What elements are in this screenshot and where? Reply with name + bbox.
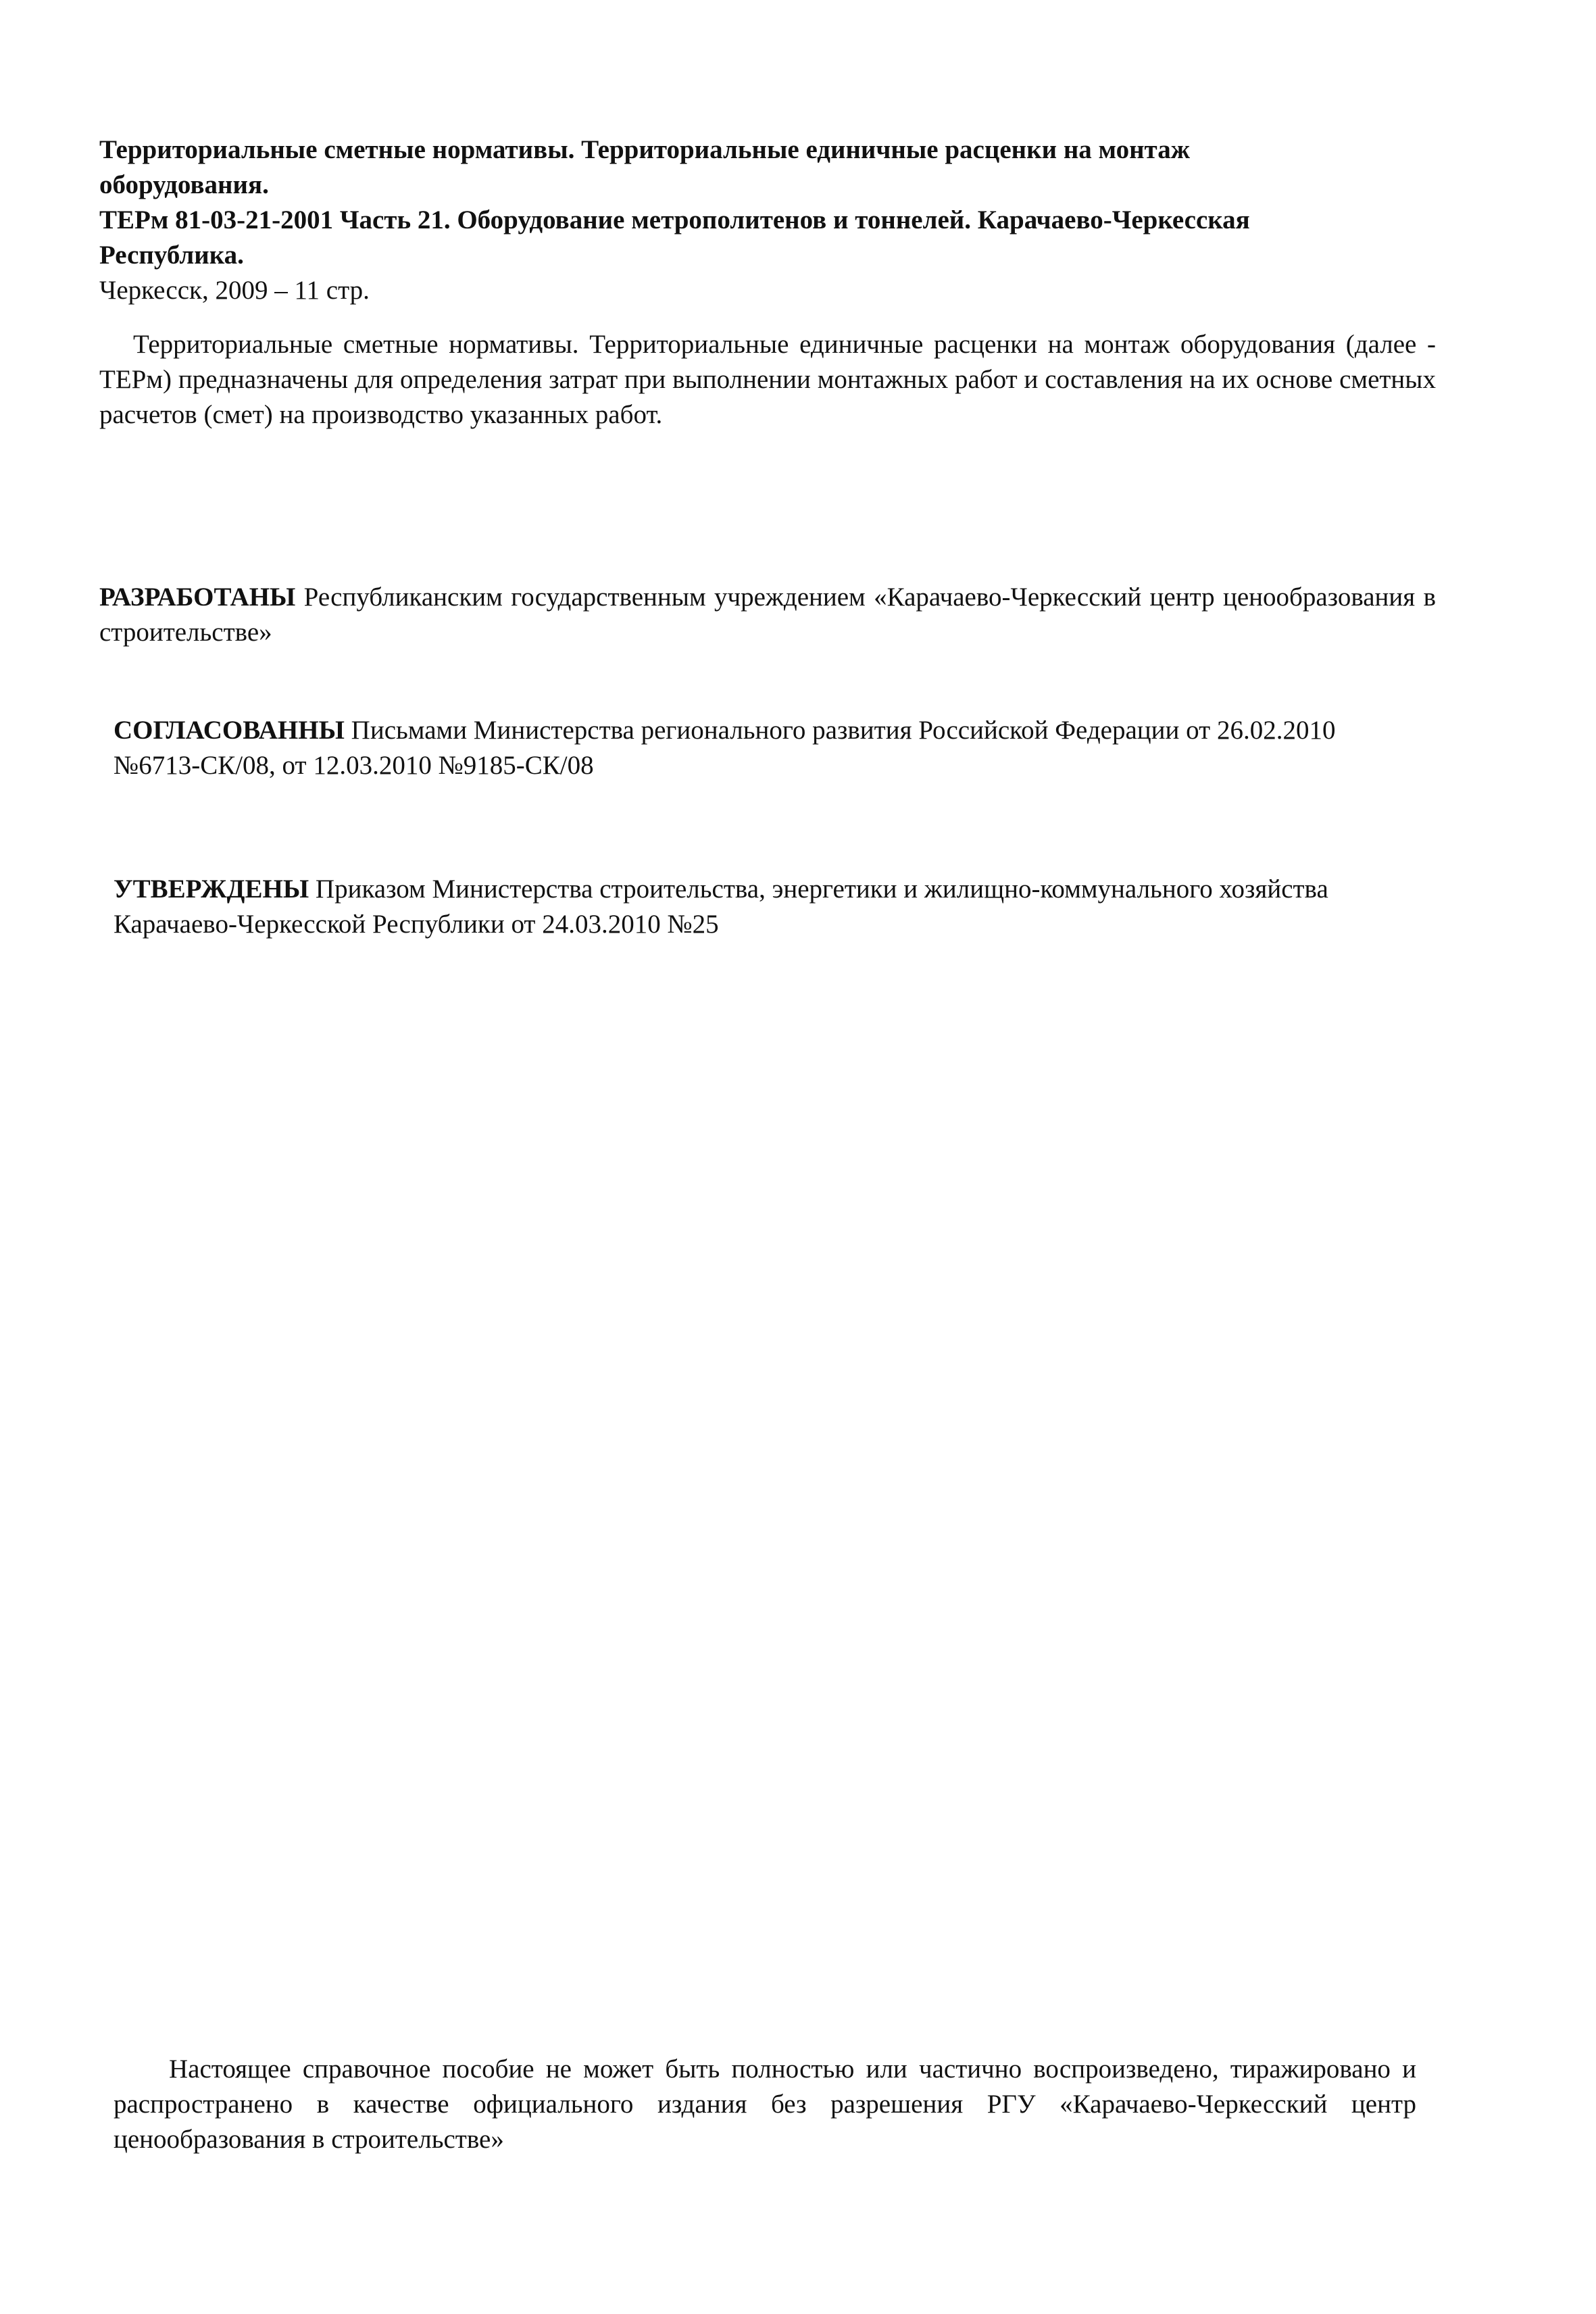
approved-label: УТВЕРЖДЕНЫ	[114, 875, 309, 904]
intro-paragraph: Территориальные сметные нормативы. Территориальные единичные расценки на монтаж оборудования (далее - ТЕРм) предназначены для определения затрат при выполнении монтажных работ и составления на их основе сметных расчетов (смет) на производство указанных работ.	[99, 330, 1436, 429]
approved-text: Приказом Министерства строительства, энергетики и жилищно-коммунального хозяйства Карачаево-Черкесской Республики от 24.03.2010 №25	[114, 875, 1328, 939]
document-code-line-1: ТЕРм 81-03-21-2001 Часть 21. Оборудование метрополитенов и тоннелей. Карачаево-Черкесская	[99, 205, 1250, 235]
developed-text: Республиканским государственным учреждением «Карачаево-Черкесский центр ценообразования в строительстве»	[99, 583, 1436, 647]
title-block	[99, 132, 1383, 308]
publication-place-line: Черкесск, 2009 – 11 стр.	[99, 276, 370, 305]
approved-paragraph	[114, 872, 1424, 942]
agreed-label: СОГЛАСОВАННЫ	[114, 716, 345, 745]
agreed-paragraph	[114, 713, 1424, 783]
disclaimer-paragraph: Настоящее справочное пособие не может быть полностью или частично воспроизведено, тиражировано и распространено в качестве официального издания без разрешения РГУ «Карачаево-Черкесский центр ценообразования в строительстве»	[114, 2054, 1416, 2154]
document-code-line-2: Республика.	[99, 241, 244, 270]
document-title-line-1: Территориальные сметные нормативы. Территориальные единичные расценки на монтаж	[99, 135, 1190, 164]
agreed-text: Письмами Министерства регионального развития Российской Федерации от 26.02.2010 №6713-СК/08, от 12.03.2010 №9185-СК/08	[114, 716, 1336, 780]
document-title-line-2: оборудования.	[99, 170, 269, 199]
developed-label: РАЗРАБОТАНЫ	[99, 583, 296, 612]
developed-paragraph	[99, 580, 1436, 650]
